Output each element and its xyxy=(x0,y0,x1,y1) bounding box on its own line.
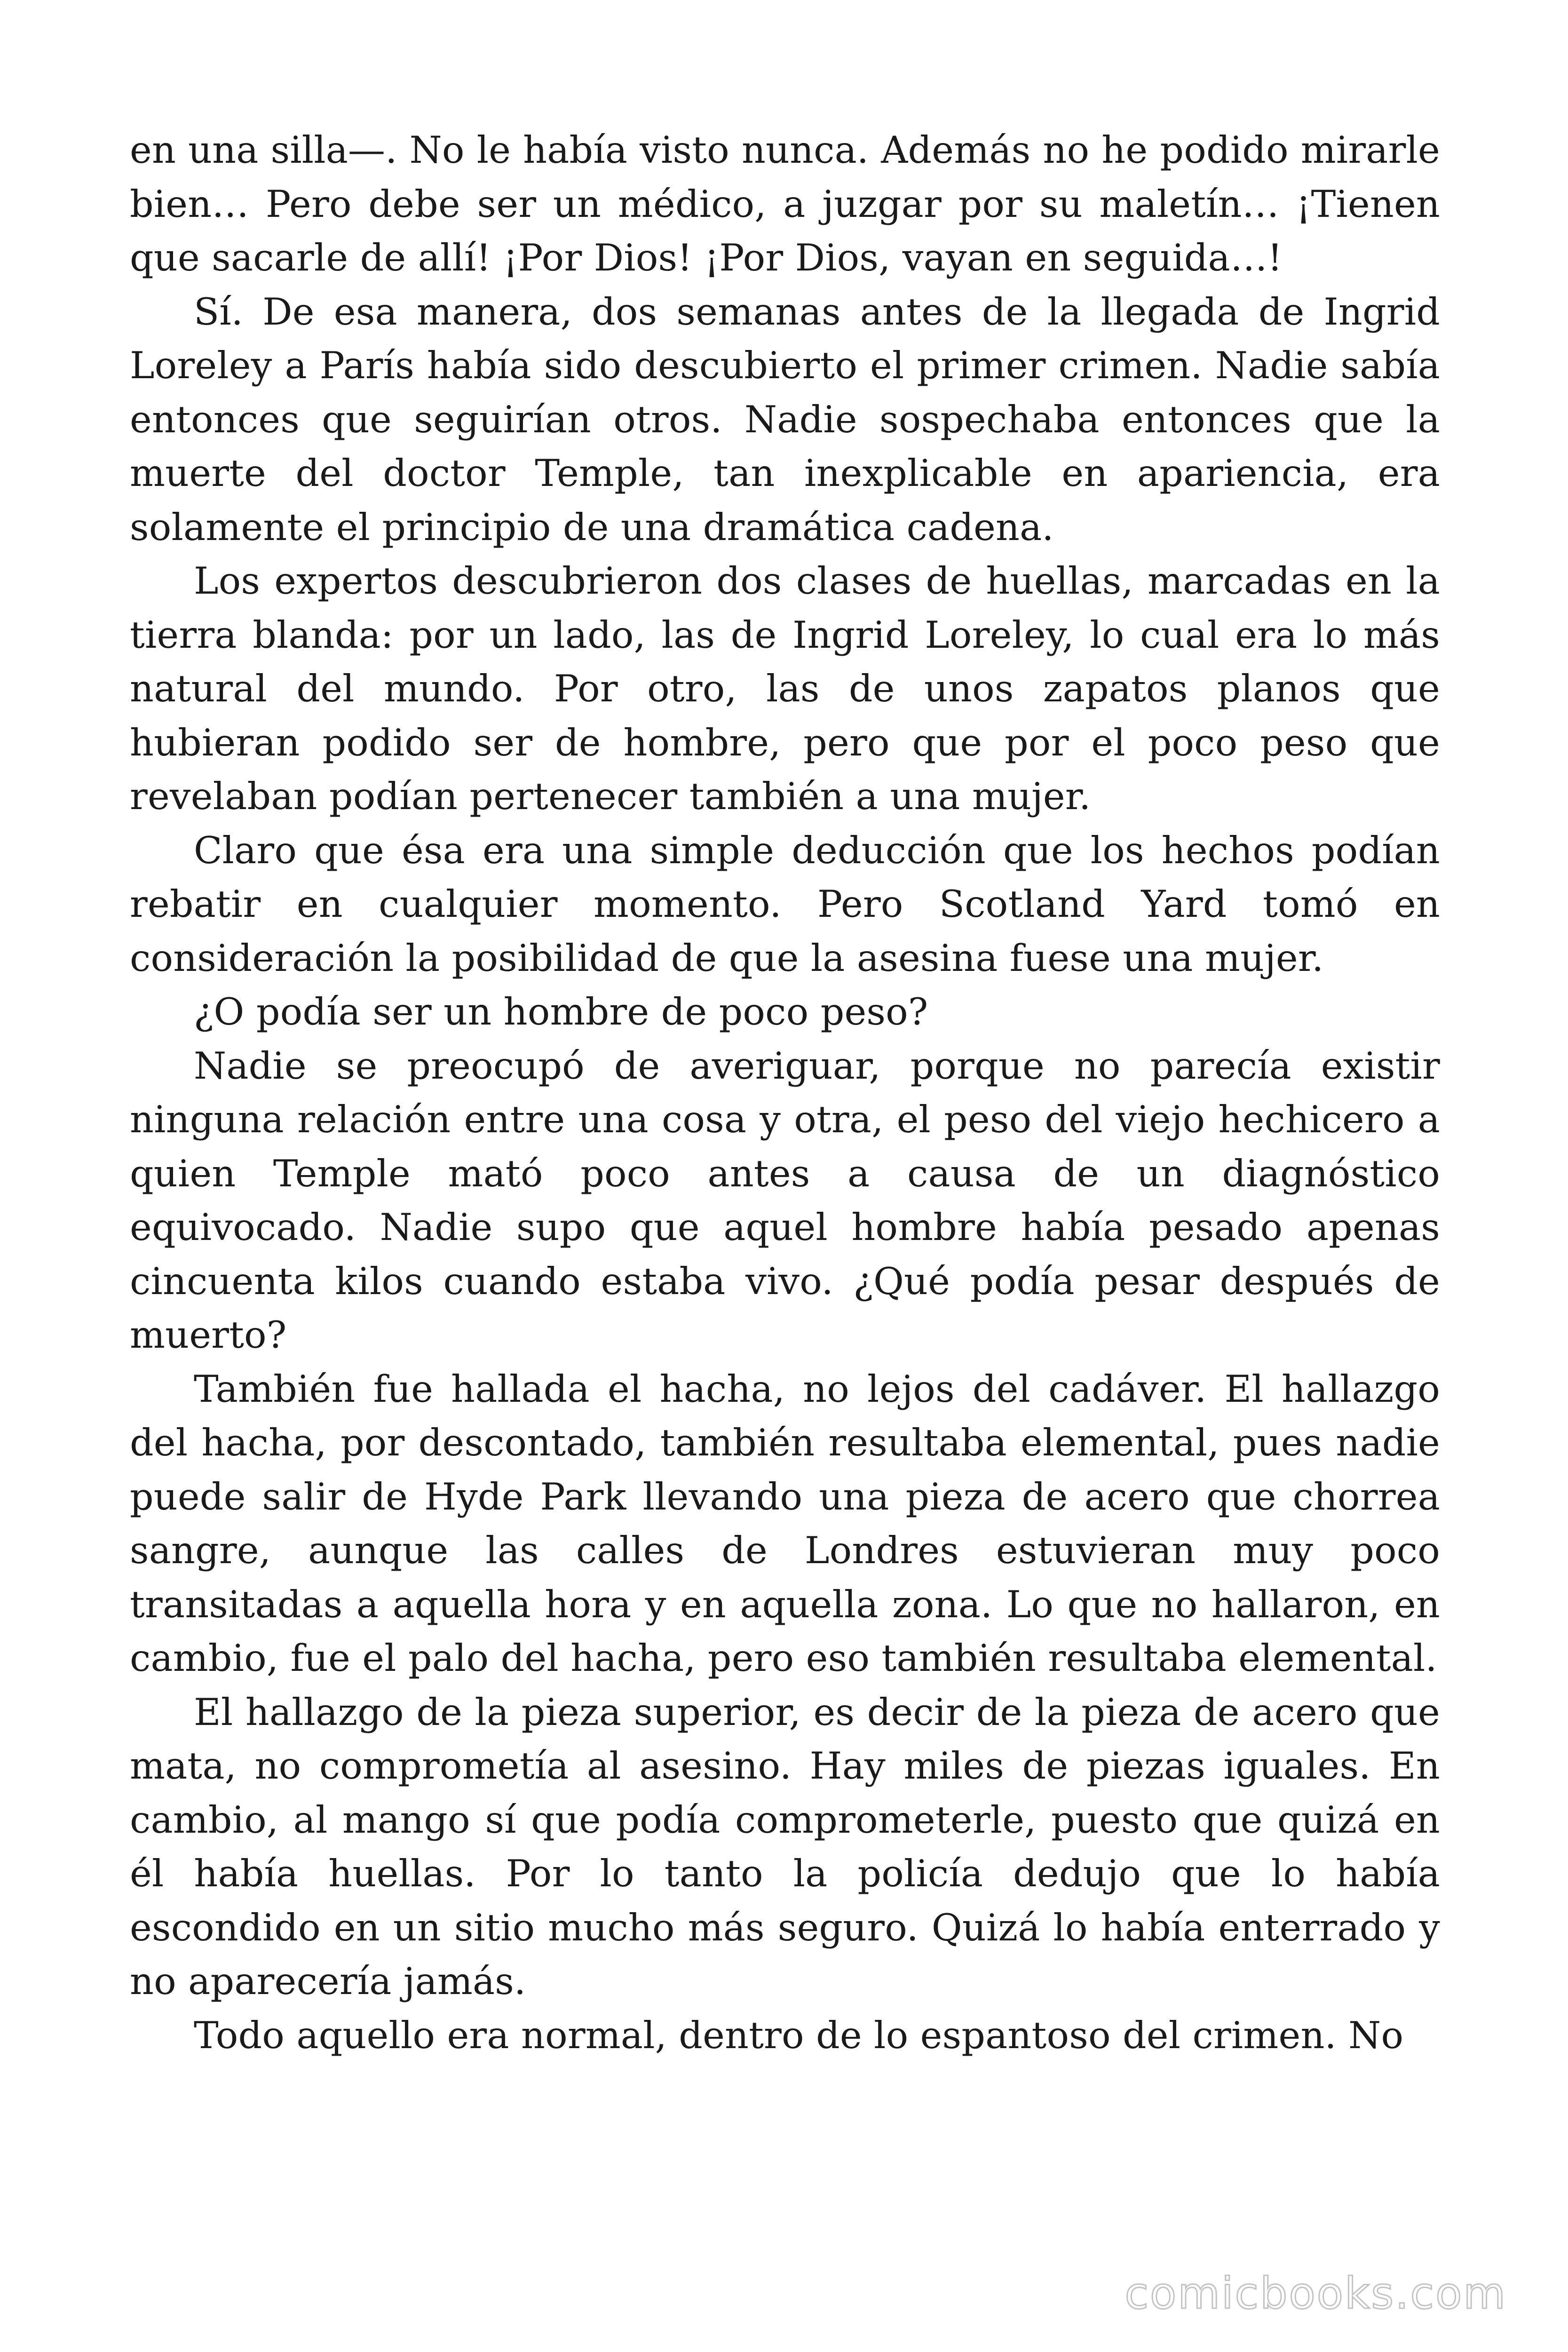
paragraph: Nadie se preocupó de averiguar, porque no parecía existir ninguna relación entre una cosa y otra, el peso del viejo hechicero a quien Temple mató poco antes a causa de un diagnóstico equivocado. Nadie supo que aquel hombre había pesado apenas cincuenta kilos cuando estaba vivo. ¿Qué podía pesar después de muerto? xyxy=(130,1044,1440,1357)
paragraph: Claro que ésa era una simple deducción que los hechos podían rebatir en cualquier momento. Pero Scotland Yard tomó en consideración la posibilidad de que la asesina fuese una mujer. xyxy=(130,828,1440,980)
paragraph: Todo aquello era normal, dentro de lo espantoso del crimen. No xyxy=(194,2013,1404,2057)
paragraph: El hallazgo de la pieza superior, es decir de la pieza de acero que mata, no comprometía al asesino. Hay miles de piezas iguales. En cambio, al mango sí que podía comprometerle, puesto que quizá en él había huellas. Por lo tanto la policía dedujo que lo había escondido en un sitio mucho más seguro. Quizá lo había enterrado y no aparecería jamás. xyxy=(130,1690,1440,2003)
watermark: comicbooks.com xyxy=(1125,2268,1507,2319)
paragraph: en una silla—. No le había visto nunca. Además no he podido mirarle bien… Pero debe ser un médico, a juzgar por su maletín… ¡Tienen que sacarle de allí! ¡Por Dios! ¡Por Dios, vayan en seguida…! xyxy=(130,128,1440,279)
paragraph: Sí. De esa manera, dos semanas antes de la llegada de Ingrid Loreley a París había sido descubierto el primer crimen. Nadie sabía entonces que seguirían otros. Nadie sospechaba entonces que la muerte del doctor Temple, tan inexplicable en apariencia, era solamente el principio de una dramática cadena. xyxy=(130,290,1440,549)
page-body xyxy=(130,123,1440,2062)
paragraph: También fue hallada el hacha, no lejos del cadáver. El hallazgo del hacha, por descontado, también resultaba elemental, pues nadie puede salir de Hyde Park llevando una pieza de acero que chorrea sangre, aunque las calles de Londres estuvieran muy poco transitadas a aquella hora y en aquella zona. Lo que no hallaron, en cambio, fue el palo del hacha, pero eso también resultaba elemental. xyxy=(130,1367,1440,1680)
paragraph: Los expertos descubrieron dos clases de huellas, marcadas en la tierra blanda: por un lado, las de Ingrid Loreley, lo cual era lo más natural del mundo. Por otro, las de unos zapatos planos que hubieran podido ser de hombre, pero que por el poco peso que revelaban podían pertenecer también a una mujer. xyxy=(130,559,1440,818)
paragraph: ¿O podía ser un hombre de poco peso? xyxy=(194,990,928,1033)
